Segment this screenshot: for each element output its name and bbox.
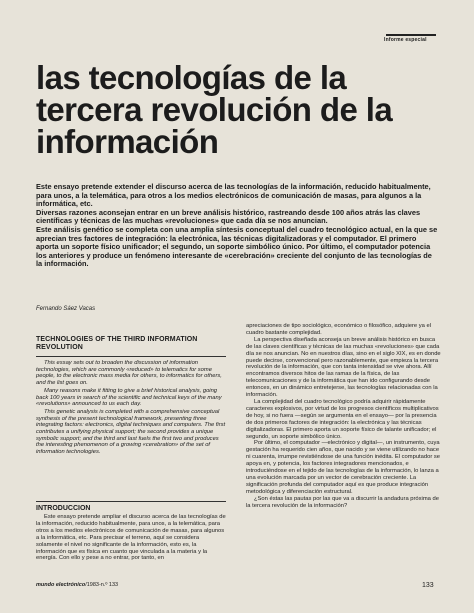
intro-paragraph: Este análisis genético se completa con una amplia síntesis conceptual del cuadro tecnológico actual, en la que se aprecian tres factores de integración: la electrónica, las técnicas digitalizadoras y el computador. El primero aporta un soporte físico unificador; el segundo, un soporte simbólico único. Por último, el computador potencia los anteriores y produce un fenómeno interesante de «cerebración» creciente del conjunto de las tecnologías de la información. (36, 224, 438, 269)
intro-paragraph: Diversas razones aconsejan entrar en un breve análisis histórico, rastreando desde 100 años atrás las claves científicas y técnicas de las muchas «revoluciones» que cada día se nos anuncian. (36, 207, 421, 226)
intro-paragraph: Este ensayo pretende extender el discurso acerca de las tecnologías de la información, reducido habitualmente, para unos, a la telemática, para otros a los medios electrónicos de comunicación de masas, para algunos a la informática, etc. (36, 182, 431, 209)
body-paragraph: La perspectiva diseñada aconseja un breve análisis histórico en busca de las claves científicas y técnicas de las muchas «revoluciones» que cada día se nos anuncian. No en nuestros días, sino en el siglo XIX, es en donde puede decirse, convencional pero razonablemente, que empieza la tercera revolución de la información, que con tanta intensidad se vive ahora. Allí encontramos diversos hitos de las ramas de la física, de las telecomunicaciones y de la informática que han ido configurando desde entonces, en un dinámico entretejerse, las tecnologías relacionadas con la información. (246, 336, 441, 399)
article-title: las tecnologías de la tercera revolución de la información (36, 59, 393, 160)
page-number: 133 (422, 582, 434, 589)
introduccion-header (36, 497, 226, 512)
footer-issue (36, 582, 118, 588)
abstract-paragraph: This genetic analysis is completed with a comprehensive conceptual synthesis of the present technological framework, presenting three integrating factors: electronics, digital techniques and computers. The first contributes a unifying physical support; the second provides a unique symbolic support; and the third and last fuels the first two and produces the interesting phenomenon of a growing «cerebration» of the set of information technologies. (36, 408, 226, 456)
issue-number: /1983-n.º 133 (85, 582, 119, 588)
body-paragraph: Por último, el computador —electrónico y digital—, un instrumento, cuya gestación ha requerido cien años, que nacido y se viene utilizando no hace ni cuarenta, irrumpe revistiéndose de una función inédita. El computador se apoya en, y potencia, los factores integradores mencionados, e introduciéndose en el tejido de las tecnologías de la información, lo lanza a una evolución marcada por un vector de cerebración creciente. La significación profunda del computador aquí es que produce integración metodológica y diferenciación estructural. (246, 440, 440, 495)
body-paragraph: Este ensayo pretende ampliar el discurso acerca de las tecnologías de la información, reducido habitualmente, para unos, a la telemática, para otros a los medios electrónicos de comunicación de masas, para algunos a la informática, etc. Para precisar el terreno, aquí se considera solamente el nivel no significante de la información, esto es, la información que es física en cuanto que vinculada a la materia y la energía. Con ello y pese a no entrar, por tanto, en (36, 514, 226, 562)
author-name: Fernando Sáez Vacas (36, 306, 96, 312)
divider (36, 501, 226, 502)
header-rule (386, 34, 436, 36)
abstract-paragraph: This essay sets out to broaden the discussion of information technologies, which are commonly «reduced» to telematics for some people, to the electronic mass media for others, to informatics for others, and the list goes on. (36, 360, 222, 387)
body-paragraph: ¿Son éstas las pautas por las que va a discurrir la andadura próxima de la tercera revolución de la información? (246, 495, 439, 509)
intro-summary (36, 183, 438, 269)
right-column (246, 323, 442, 509)
body-paragraph: apreciaciones de tipo sociológico, económico o filosófico, adquiere ya el cuadro bastante complejidad. (246, 323, 431, 336)
abstract-paragraph: Many reasons make it fitting to give a brief historical analysis, going back 100 years in search of the scientific and technical keys of the many «revolutions» announced to us each day. (36, 387, 222, 408)
introduccion-heading: INTRODUCCION (36, 505, 91, 512)
divider (36, 356, 226, 357)
body-paragraph: La complejidad del cuadro tecnológico podría adquirir rápidamente caracteres explosivos, por virtud de los progresos científicos multiplicativos de hoy, si no fuera —según se argumenta en el ensayo— por la presencia de dos primeros factores de integración: la electrónica y las técnicas digitalizadoras. El primero aporta un soporte físico de talante unificador; el segundo, un soporte simbólico único. (246, 398, 439, 440)
magazine-name: mundo electrónico (36, 582, 86, 588)
introduccion-body (36, 514, 226, 562)
english-abstract (36, 336, 226, 457)
section-label: Informe especial (384, 37, 427, 43)
english-heading: TECHNOLOGIES OF THE THIRD INFORMATION REVOLUTION (36, 336, 198, 351)
